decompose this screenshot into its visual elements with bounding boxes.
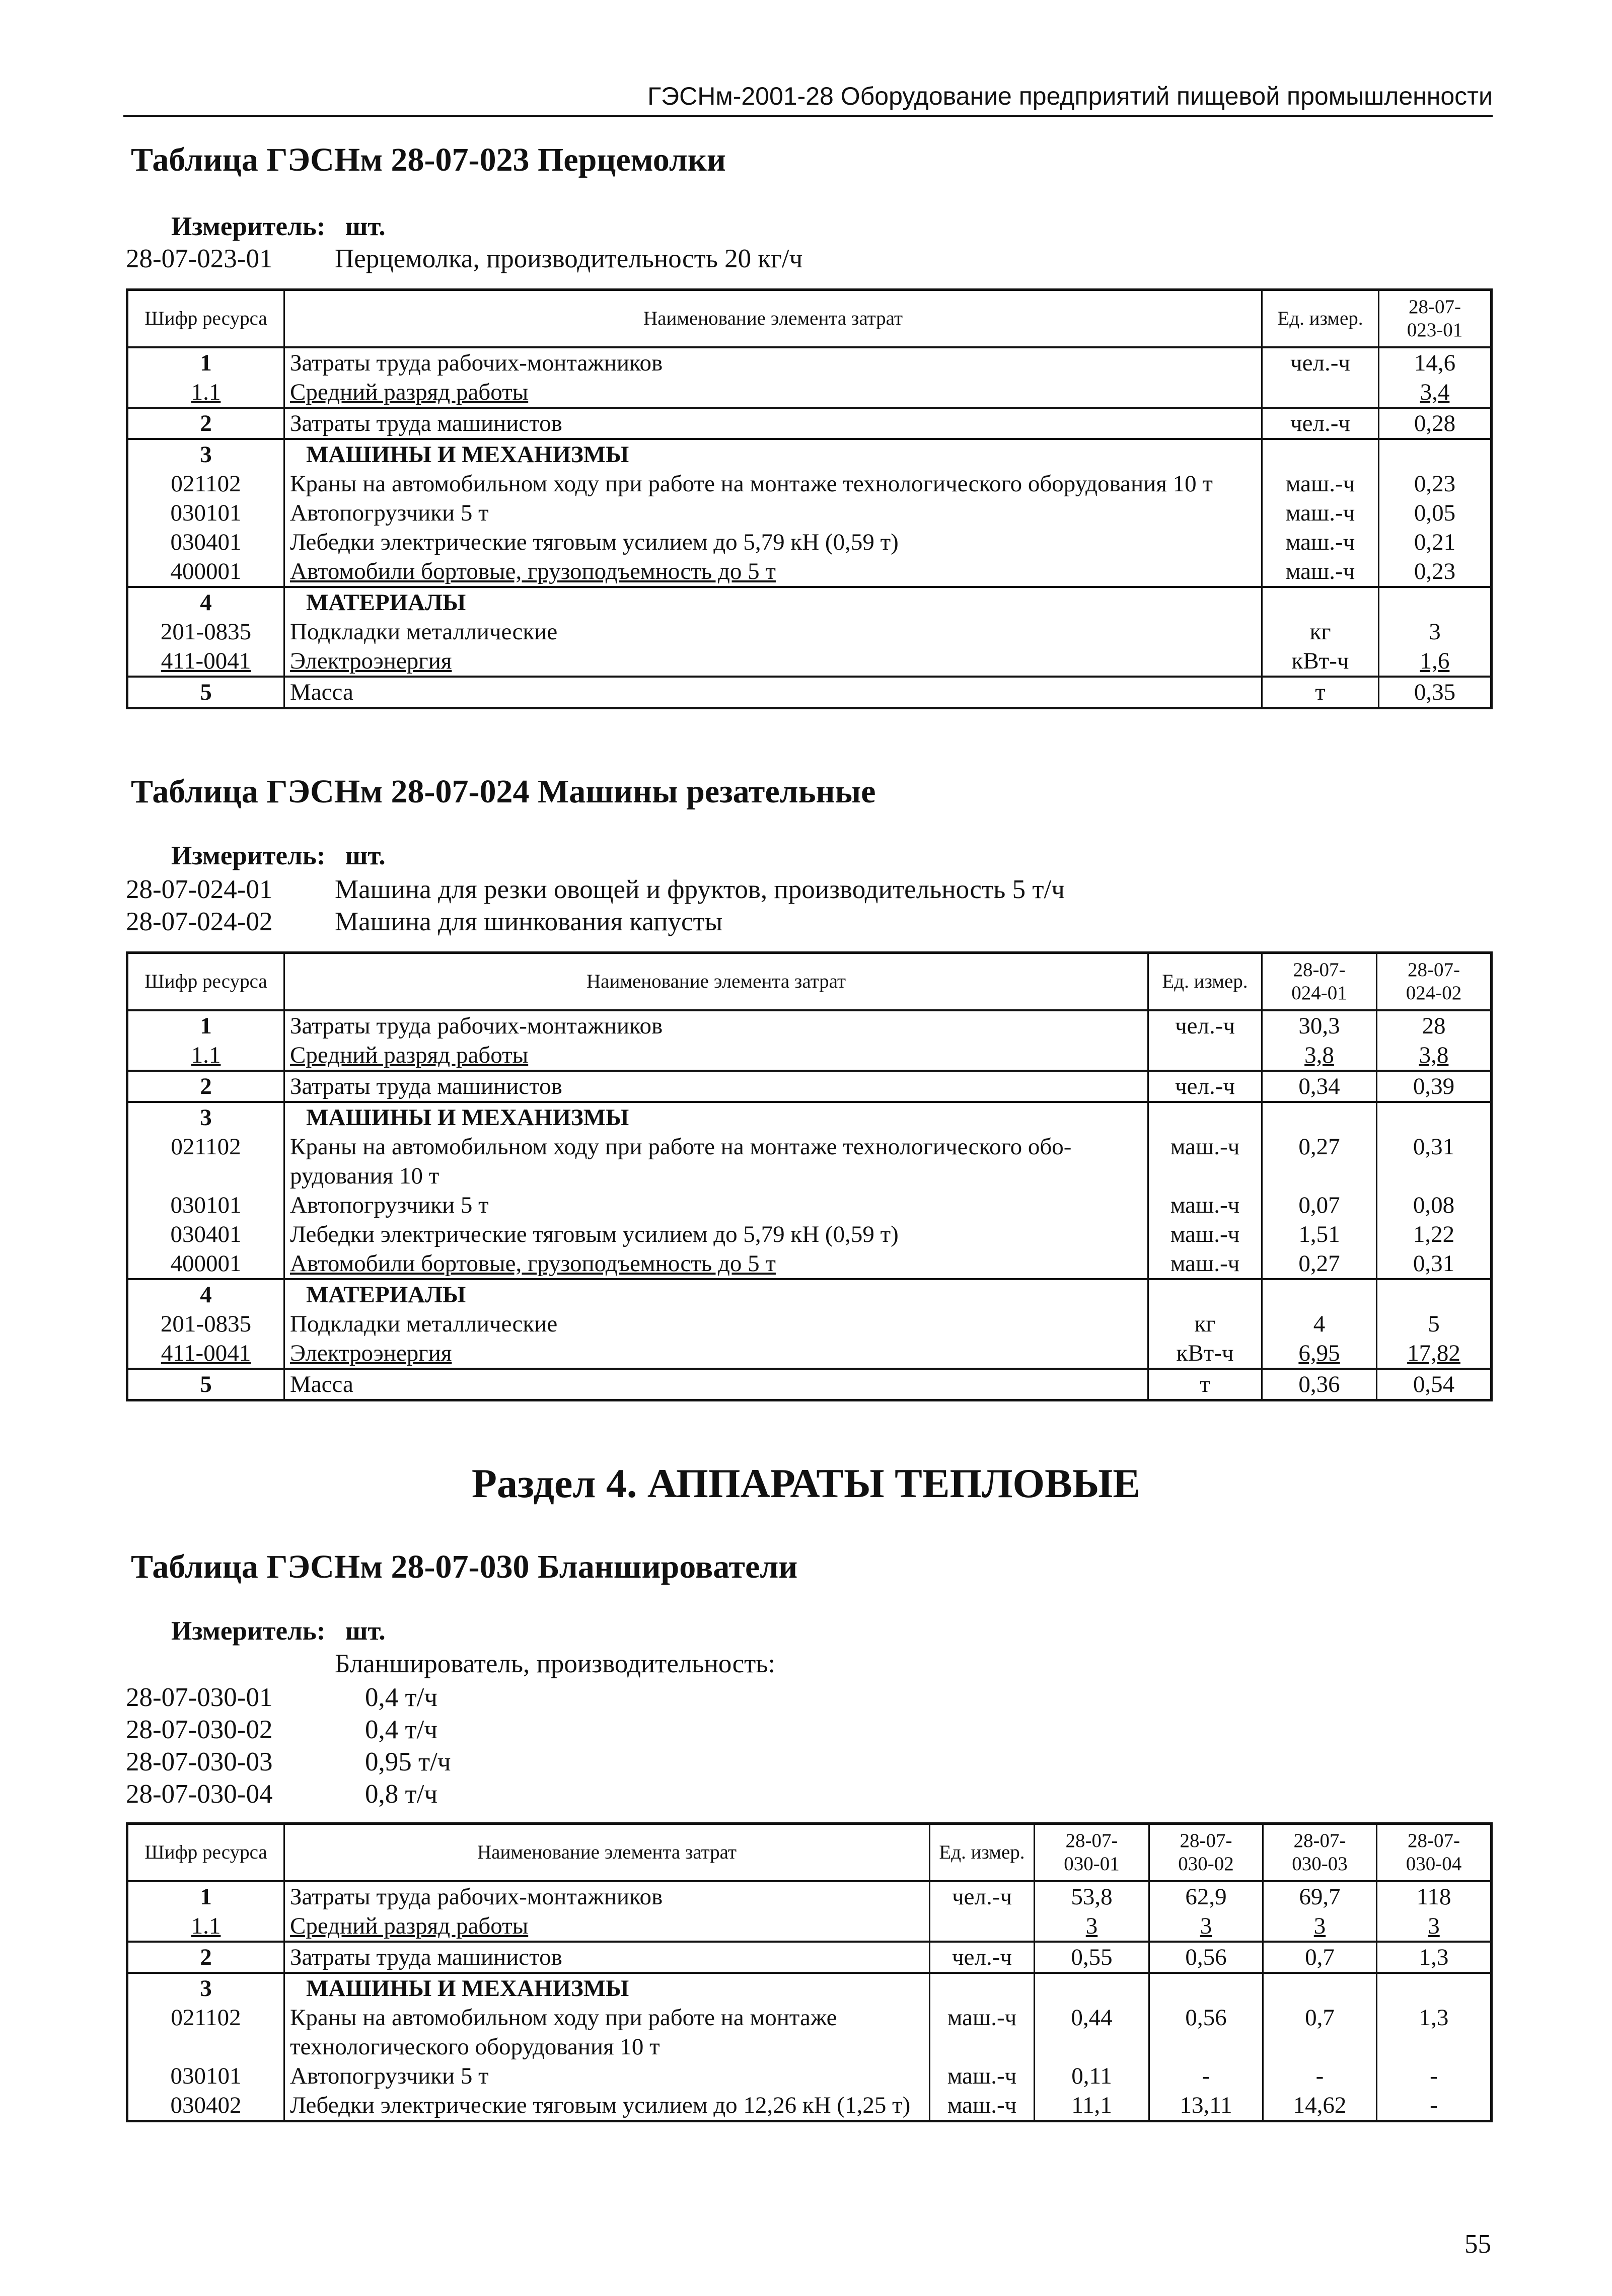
row-unit: кВт-ч (1148, 1339, 1262, 1369)
row-value: 14,62 (1263, 2091, 1377, 2121)
table-row (127, 1191, 1492, 1220)
row-code: 1.1 (127, 1041, 284, 1071)
variant-code: 28-07-030-01 (126, 1683, 273, 1712)
row-value: - (1377, 2061, 1492, 2091)
row-name: Краны на автомобильном ходу при работе на монтаже технологического оборудования 10 т (284, 469, 1262, 498)
row-value: 3 (1377, 1911, 1492, 1942)
table-row (127, 1220, 1492, 1249)
row-unit (930, 1911, 1035, 1942)
row-value: 0,11 (1035, 2061, 1149, 2091)
variant-line (126, 1681, 451, 1714)
row-code: 2 (127, 408, 284, 439)
row-unit: чел.-ч (1262, 347, 1379, 378)
row-name: Автомобили бортовые, грузоподъемность до 5 т (284, 1249, 1148, 1279)
row-name: Электроэнергия (284, 1339, 1148, 1369)
row-code: 030101 (127, 498, 284, 528)
table-024-measure (171, 841, 386, 871)
row-code: 3 (127, 439, 284, 469)
row-name: Средний разряд работы (284, 378, 1262, 408)
variant-line (126, 1746, 451, 1778)
header-name: Наименование элемента затрат (284, 290, 1262, 348)
header-code: Шифр ресурса (127, 1824, 284, 1882)
table-row (127, 2091, 1492, 2121)
row-name: МАШИНЫ И МЕХАНИЗМЫ (284, 1102, 1148, 1132)
table-row (127, 1071, 1492, 1102)
row-value: 0,7 (1263, 2003, 1377, 2061)
row-unit (1148, 1102, 1262, 1132)
row-name: Масса (284, 677, 1262, 708)
row-name: Затраты труда рабочих-монтажников (284, 1881, 930, 1911)
row-name: МАШИНЫ И МЕХАНИЗМЫ (284, 1973, 930, 2003)
row-code: 2 (127, 1071, 284, 1102)
row-unit: маш.-ч (1262, 557, 1379, 587)
row-value: 1,3 (1377, 1942, 1492, 1973)
row-unit (1148, 1279, 1262, 1309)
table-row (127, 646, 1492, 677)
table-030-intro: Бланширователь, производительность: (335, 1649, 776, 1678)
variant-name: 0,8 т/ч (365, 1780, 438, 1809)
variant-line (126, 873, 1065, 906)
row-name: Затраты труда машинистов (284, 1071, 1148, 1102)
row-value: 0,28 (1379, 408, 1492, 439)
row-code: 4 (127, 1279, 284, 1309)
row-value: 3,4 (1379, 378, 1492, 408)
row-unit: кВт-ч (1262, 646, 1379, 677)
row-name: Затраты труда рабочих-монтажников (284, 347, 1262, 378)
measure-unit: шт. (345, 841, 386, 870)
row-value: - (1263, 2061, 1377, 2091)
row-value: 1,22 (1377, 1220, 1492, 1249)
row-code: 030101 (127, 1191, 284, 1220)
table-row (127, 1942, 1492, 1973)
table-section-row (127, 439, 1492, 469)
row-value: 0,55 (1035, 1942, 1149, 1973)
header-name: Наименование элемента затрат (284, 953, 1148, 1011)
variant-name: 0,95 т/ч (365, 1747, 451, 1776)
row-value (1379, 439, 1492, 469)
row-value: 0,44 (1035, 2003, 1149, 2061)
variant-code: 28-07-023-01 (126, 244, 273, 273)
row-unit: кг (1148, 1309, 1262, 1339)
variant-code: 28-07-030-04 (126, 1780, 273, 1809)
row-name: Затраты труда машинистов (284, 408, 1262, 439)
row-name: Автопогрузчики 5 т (284, 498, 1262, 528)
table-header-row (127, 1824, 1492, 1882)
row-value (1035, 1973, 1149, 2003)
measure-label: Измеритель: (171, 841, 326, 870)
header-value: 28-07- 030-04 (1377, 1824, 1492, 1882)
row-value: 4 (1262, 1309, 1377, 1339)
table-023 (126, 288, 1493, 709)
variant-name: 0,4 т/ч (365, 1683, 438, 1712)
row-unit: чел.-ч (1148, 1071, 1262, 1102)
table-row (127, 1369, 1492, 1400)
row-name: Затраты труда рабочих-монтажников (284, 1010, 1148, 1041)
row-value: 69,7 (1263, 1881, 1377, 1911)
row-code: 1.1 (127, 1911, 284, 1942)
row-value: 14,6 (1379, 347, 1492, 378)
row-value: 53,8 (1035, 1881, 1149, 1911)
section-title: Раздел 4. АППАРАТЫ ТЕПЛОВЫЕ (471, 1460, 1141, 1506)
row-code: 030402 (127, 2091, 284, 2121)
row-unit: т (1262, 677, 1379, 708)
row-unit (1262, 439, 1379, 469)
row-name: Средний разряд работы (284, 1041, 1148, 1071)
row-name: Подкладки металлические (284, 1309, 1148, 1339)
row-name: Электроэнергия (284, 646, 1262, 677)
table-030-title: Таблица ГЭСНм 28-07-030 Бланширователи (131, 1548, 798, 1585)
row-unit: т (1148, 1369, 1262, 1400)
row-unit (1148, 1041, 1262, 1071)
header-unit: Ед. измер. (1262, 290, 1379, 348)
row-value: 0,23 (1379, 469, 1492, 498)
table-023-variants (126, 244, 802, 274)
row-name: Краны на автомобильном ходу при работе на монтаже технологического обо-рудования 10 т (284, 1132, 1148, 1191)
row-value: 118 (1377, 1881, 1492, 1911)
table-row (127, 1309, 1492, 1339)
row-value: 0,54 (1377, 1369, 1492, 1400)
row-code: 030101 (127, 2061, 284, 2091)
table-row (127, 1339, 1492, 1369)
row-unit (1262, 378, 1379, 408)
row-value: 3,8 (1377, 1041, 1492, 1071)
row-value: 0,08 (1377, 1191, 1492, 1220)
table-section-row (127, 1279, 1492, 1309)
row-value: 0,34 (1262, 1071, 1377, 1102)
row-value: 0,35 (1379, 677, 1492, 708)
row-value: 30,3 (1262, 1010, 1377, 1041)
row-code: 201-0835 (127, 1309, 284, 1339)
header-value: 28-07- 024-02 (1377, 953, 1492, 1011)
row-name: Автомобили бортовые, грузоподъемность до 5 т (284, 557, 1262, 587)
row-code: 5 (127, 1369, 284, 1400)
row-unit: маш.-ч (1148, 1191, 1262, 1220)
table-row (127, 1132, 1492, 1191)
row-value (1263, 1973, 1377, 2003)
table-header-row (127, 953, 1492, 1011)
variant-code: 28-07-024-02 (126, 907, 273, 936)
row-unit: маш.-ч (930, 2091, 1035, 2121)
row-unit: кг (1262, 617, 1379, 646)
row-unit (1262, 587, 1379, 617)
row-value: 0,05 (1379, 498, 1492, 528)
row-code: 3 (127, 1102, 284, 1132)
row-value: 0,56 (1149, 2003, 1263, 2061)
row-code: 030401 (127, 528, 284, 557)
variant-line (126, 1778, 451, 1810)
row-code: 1.1 (127, 378, 284, 408)
row-code: 3 (127, 1973, 284, 2003)
row-value (1262, 1102, 1377, 1132)
row-value: 17,82 (1377, 1339, 1492, 1369)
row-unit: маш.-ч (1148, 1220, 1262, 1249)
row-name: Подкладки металлические (284, 617, 1262, 646)
row-name: МАТЕРИАЛЫ (284, 1279, 1148, 1309)
header-value: 28-07- 030-03 (1263, 1824, 1377, 1882)
table-row (127, 1881, 1492, 1911)
row-name: Лебедки электрические тяговым усилием до 5,79 кН (0,59 т) (284, 1220, 1148, 1249)
row-unit: маш.-ч (930, 2061, 1035, 2091)
variant-line (126, 244, 802, 274)
table-row (127, 469, 1492, 498)
row-value: 0,07 (1262, 1191, 1377, 1220)
row-value: 0,23 (1379, 557, 1492, 587)
row-code: 400001 (127, 1249, 284, 1279)
table-row (127, 2061, 1492, 2091)
row-code: 400001 (127, 557, 284, 587)
row-value: 0,27 (1262, 1132, 1377, 1191)
table-header-row (127, 290, 1492, 348)
table-row (127, 378, 1492, 408)
variant-name: Машина для резки овощей и фруктов, производительность 5 т/ч (335, 875, 1065, 904)
row-value: 6,95 (1262, 1339, 1377, 1369)
row-value: - (1377, 2091, 1492, 2121)
variant-code: 28-07-024-01 (126, 875, 273, 904)
row-code: 030401 (127, 1220, 284, 1249)
row-code: 2 (127, 1942, 284, 1973)
running-header: ГЭСНм-2001-28 Оборудование предприятий пищевой промышленности (647, 82, 1493, 110)
header-code: Шифр ресурса (127, 953, 284, 1011)
row-value: 1,6 (1379, 646, 1492, 677)
measure-unit: шт. (345, 212, 386, 241)
row-code: 411-0041 (127, 646, 284, 677)
row-code: 201-0835 (127, 617, 284, 646)
row-unit: маш.-ч (1262, 469, 1379, 498)
row-name: МАШИНЫ И МЕХАНИЗМЫ (284, 439, 1262, 469)
variant-name: 0,4 т/ч (365, 1715, 438, 1744)
row-code: 021102 (127, 1132, 284, 1191)
variant-line (126, 906, 1065, 938)
row-name: Краны на автомобильном ходу при работе на монтаже технологического оборудования 10 т (284, 2003, 930, 2061)
table-row (127, 528, 1492, 557)
row-unit (930, 1973, 1035, 2003)
row-value: 0,31 (1377, 1249, 1492, 1279)
header-unit: Ед. измер. (930, 1824, 1035, 1882)
row-value: 3 (1035, 1911, 1149, 1942)
table-030-variants (126, 1681, 451, 1810)
row-value: 3 (1379, 617, 1492, 646)
table-023-title: Таблица ГЭСНм 28-07-023 Перцемолки (131, 141, 726, 178)
row-value: 0,56 (1149, 1942, 1263, 1973)
row-unit: маш.-ч (1148, 1249, 1262, 1279)
table-023-measure (171, 211, 386, 242)
row-value: 62,9 (1149, 1881, 1263, 1911)
row-name: Лебедки электрические тяговым усилием до 5,79 кН (0,59 т) (284, 528, 1262, 557)
table-row (127, 1911, 1492, 1942)
variant-name: Перцемолка, производительность 20 кг/ч (335, 244, 803, 273)
row-code: 5 (127, 677, 284, 708)
row-value (1379, 587, 1492, 617)
header-value: 28-07- 030-02 (1149, 1824, 1263, 1882)
table-row (127, 498, 1492, 528)
variant-line (126, 1714, 451, 1746)
row-name: Масса (284, 1369, 1148, 1400)
row-value: 1,51 (1262, 1220, 1377, 1249)
row-value: 0,39 (1377, 1071, 1492, 1102)
row-value: 3 (1149, 1911, 1263, 1942)
variant-code: 28-07-030-02 (126, 1715, 273, 1744)
table-row (127, 1041, 1492, 1071)
header-value: 28-07- 024-01 (1262, 953, 1377, 1011)
row-value (1262, 1279, 1377, 1309)
row-name: Затраты труда машинистов (284, 1942, 930, 1973)
row-name: Автопогрузчики 5 т (284, 1191, 1148, 1220)
table-024 (126, 951, 1493, 1401)
row-value: 3 (1263, 1911, 1377, 1942)
header-value: 28-07- 023-01 (1379, 290, 1492, 348)
measure-label: Измеритель: (171, 212, 326, 241)
row-unit: чел.-ч (930, 1942, 1035, 1973)
row-code: 1 (127, 1010, 284, 1041)
row-code: 1 (127, 1881, 284, 1911)
table-row (127, 1010, 1492, 1041)
table-row (127, 557, 1492, 587)
table-row (127, 408, 1492, 439)
table-row (127, 677, 1492, 708)
row-value: 0,21 (1379, 528, 1492, 557)
table-row (127, 617, 1492, 646)
table-row (127, 1249, 1492, 1279)
row-value (1377, 1973, 1492, 2003)
row-code: 021102 (127, 2003, 284, 2061)
header-unit: Ед. измер. (1148, 953, 1262, 1011)
header-value: 28-07- 030-01 (1035, 1824, 1149, 1882)
table-row (127, 2003, 1492, 2061)
row-name: Автопогрузчики 5 т (284, 2061, 930, 2091)
row-value: 0,27 (1262, 1249, 1377, 1279)
table-024-variants (126, 873, 1065, 938)
row-unit: маш.-ч (1148, 1132, 1262, 1191)
row-name: Лебедки электрические тяговым усилием до 12,26 кН (1,25 т) (284, 2091, 930, 2121)
row-value: 0,36 (1262, 1369, 1377, 1400)
variant-code: 28-07-030-03 (126, 1747, 273, 1776)
table-section-row (127, 587, 1492, 617)
row-value (1377, 1102, 1492, 1132)
row-value (1149, 1973, 1263, 2003)
row-code: 1 (127, 347, 284, 378)
row-value: 3,8 (1262, 1041, 1377, 1071)
row-unit: маш.-ч (1262, 528, 1379, 557)
table-section-row (127, 1102, 1492, 1132)
row-unit: маш.-ч (930, 2003, 1035, 2061)
table-024-title: Таблица ГЭСНм 28-07-024 Машины резательные (131, 773, 876, 810)
measure-unit: шт. (345, 1616, 386, 1646)
row-unit: чел.-ч (930, 1881, 1035, 1911)
header-rule (123, 115, 1493, 117)
page-number: 55 (1464, 2230, 1491, 2259)
row-unit: маш.-ч (1262, 498, 1379, 528)
row-value: 5 (1377, 1309, 1492, 1339)
row-value (1377, 1279, 1492, 1309)
row-code: 4 (127, 587, 284, 617)
row-value: 1,3 (1377, 2003, 1492, 2061)
row-unit: чел.-ч (1262, 408, 1379, 439)
row-name: Средний разряд работы (284, 1911, 930, 1942)
table-section-row (127, 1973, 1492, 2003)
row-value: - (1149, 2061, 1263, 2091)
measure-label: Измеритель: (171, 1616, 326, 1646)
row-value: 0,31 (1377, 1132, 1492, 1191)
row-value: 11,1 (1035, 2091, 1149, 2121)
row-code: 021102 (127, 469, 284, 498)
row-value: 13,11 (1149, 2091, 1263, 2121)
table-030-measure (171, 1616, 386, 1646)
row-unit: чел.-ч (1148, 1010, 1262, 1041)
table-row (127, 347, 1492, 378)
row-code: 411-0041 (127, 1339, 284, 1369)
variant-name: Машина для шинкования капусты (335, 907, 723, 936)
header-code: Шифр ресурса (127, 290, 284, 348)
row-value: 0,7 (1263, 1942, 1377, 1973)
header-name: Наименование элемента затрат (284, 1824, 930, 1882)
row-name: МАТЕРИАЛЫ (284, 587, 1262, 617)
row-value: 28 (1377, 1010, 1492, 1041)
table-030 (126, 1822, 1493, 2122)
